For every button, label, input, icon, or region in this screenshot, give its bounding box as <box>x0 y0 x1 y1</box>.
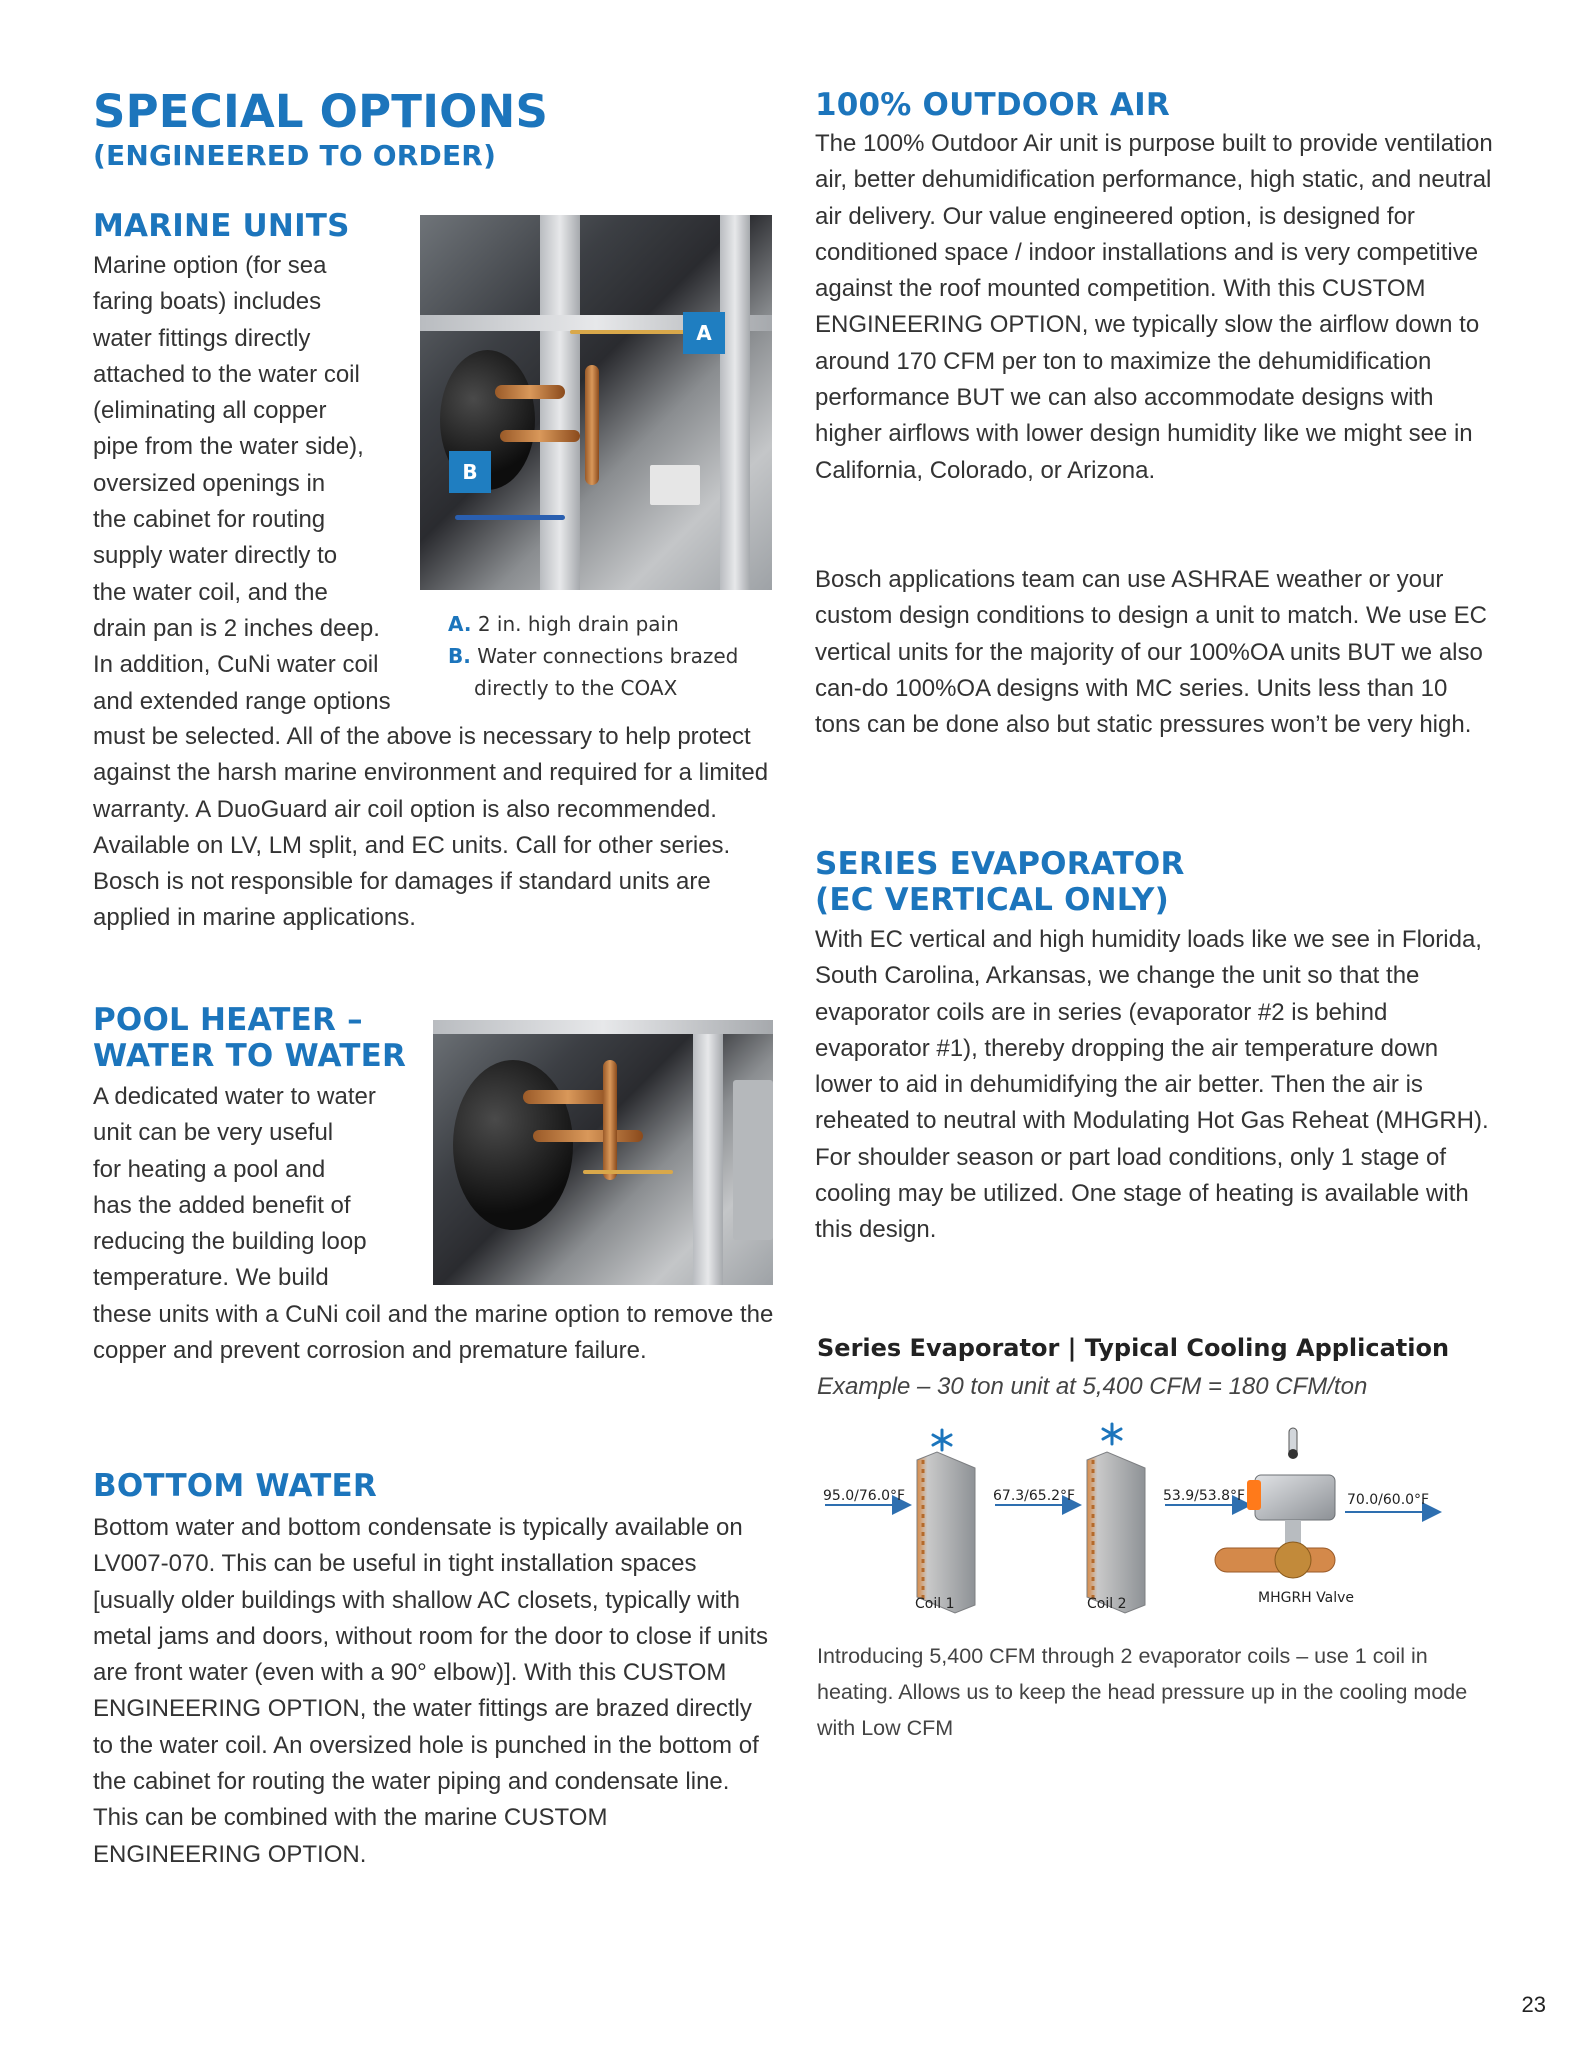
temp-inlet: 95.0/76.0°F <box>823 1488 906 1504</box>
marine-body-text: must be selected. All of the above is necessary to help protect against the harsh marine environment and required for a limited warranty. A DuoGuard air coil option is also recommended. Available on LV, LM split, and EC units. Call for other series. Bosch is not responsible for damages if standard units are applied in marine applications. <box>93 723 769 932</box>
series-heading-line2: (EC VERTICAL ONLY) <box>815 882 1169 918</box>
diagram-title: Series Evaporator | Typical Cooling Application <box>817 1334 1450 1362</box>
text-line: supply water directly to <box>93 542 338 570</box>
text-line: unit can be very useful <box>93 1119 334 1147</box>
text-line: pipe from the water side), <box>93 433 364 461</box>
pool-heading-line2: WATER TO WATER <box>93 1038 407 1074</box>
marine-wrap-text <box>93 248 423 720</box>
coil-2-label: Coil 2 <box>1087 1596 1127 1612</box>
page-subtitle: (ENGINEERED TO ORDER) <box>93 139 497 172</box>
coil-1-label: Coil 1 <box>915 1596 955 1612</box>
photo-caption <box>448 608 778 704</box>
text-line: temperature. We build <box>93 1264 329 1292</box>
text-line: (eliminating all copper <box>93 397 327 425</box>
text-line: the water coil, and the <box>93 578 328 606</box>
diagram-subtitle: Example – 30 ton unit at 5,400 CFM = 180 CFM/ton <box>817 1373 1368 1400</box>
text-line: A dedicated water to water <box>93 1083 376 1110</box>
text-line: faring boats) includes <box>93 288 322 316</box>
diagram-svg <box>815 1420 1495 1620</box>
series-text: With EC vertical and high humidity loads like we see in Florida, South Carolina, Arkansas, we change the unit so that the evaporator coils are in series (evaporator #2 is behind evaporator #1), thereby dropping the air temperature down lower to aid in dehumidifying the air better. Then the air is reheated to neutral with Modulating Hot Gas Reheat (MHGRH). For shoulder season or part load conditions, only 1 stage of cooling may be utilized. One stage of heating is available with this design. <box>815 926 1489 1244</box>
temp-after-coil-2: 53.9/53.8°F <box>1163 1488 1246 1504</box>
page-number: 23 <box>1521 1992 1546 2017</box>
valve-label: MHGRH Valve <box>1258 1590 1355 1606</box>
caption-b-cont: directly to the COAX <box>474 676 678 700</box>
caption-letter-a: A. <box>448 612 472 636</box>
coil-2-shape <box>1087 1452 1145 1613</box>
text-line: In addition, CuNi water coil <box>93 651 379 679</box>
bottom-water-text: Bottom water and bottom condensate is typically available on LV007-070. This can be useful in tight installation spaces [usually older buildings with shallow AC closets, typically with metal jams and doors, without room for the door to close if units are front water (even with a 90° elbow)]. With this CUSTOM ENGINEERING OPTION, the water fittings are brazed directly to the water coil. An oversized hole is punched in the bottom of the cabinet for routing the water piping and condensate line. This can be combined with the marine CUSTOM ENGINEERING OPTION. <box>93 1514 768 1868</box>
caption-b: Water connections brazed <box>477 644 739 668</box>
text-line: attached to the water coil <box>93 360 360 388</box>
snowflake-icon <box>1103 1424 1121 1444</box>
pool-body-text: these units with a CuNi coil and the marine option to remove the copper and prevent corrosion and premature failure. <box>93 1301 774 1365</box>
marine-unit-photo <box>420 215 772 590</box>
text-line: reducing the building loop <box>93 1228 367 1256</box>
diagram-note: Introducing 5,400 CFM through 2 evaporator coils – use 1 coil in heating. Allows us to keep the head pressure up in the cooling mode with Low CFM <box>817 1644 1468 1740</box>
pool-heading-line1: POOL HEATER – <box>93 1002 363 1038</box>
bottom-water-heading: BOTTOM WATER <box>93 1468 377 1504</box>
series-evaporator-diagram <box>815 1420 1495 1620</box>
text-line: the cabinet for routing <box>93 506 326 534</box>
photo-label-b: B <box>449 451 491 493</box>
text-line: for heating a pool and <box>93 1155 326 1183</box>
series-heading-line1: SERIES EVAPORATOR <box>815 846 1185 882</box>
text-line: oversized openings in <box>93 469 326 497</box>
text-line: water fittings directly <box>93 324 311 352</box>
outdoor-air-text-2: Bosch applications team can use ASHRAE weather or your custom design conditions to design a unit to match. We use EC vertical units for the majority of our 100%OA units BUT we also can-do 100%OA designs with MC series. Units less than 10 tons can be done also but static pressures won’t be very high. <box>815 566 1487 739</box>
marine-heading: MARINE UNITS <box>93 208 350 244</box>
temp-after-coil-1: 67.3/65.2°F <box>993 1488 1076 1504</box>
text-line: drain pan is 2 inches deep. <box>93 614 380 642</box>
text-line: and extended range options <box>93 687 391 715</box>
page-title: SPECIAL OPTIONS <box>93 85 549 138</box>
temp-supply: 70.0/60.0°F <box>1347 1492 1430 1508</box>
photo-label-a: A <box>683 312 725 354</box>
coil-1-shape <box>917 1452 975 1613</box>
text-line: has the added benefit of <box>93 1191 351 1219</box>
caption-a: 2 in. high drain pain <box>477 612 679 636</box>
caption-letter-b: B. <box>448 644 471 668</box>
outdoor-air-heading: 100% OUTDOOR AIR <box>815 87 1170 123</box>
snowflake-icon <box>933 1430 951 1450</box>
text-line: Marine option (for sea <box>93 252 327 279</box>
outdoor-air-text-1: The 100% Outdoor Air unit is purpose built to provide ventilation air, better dehumidification performance, high static, and neutral air delivery. Our value engineered option, is designed for conditioned space / indoor installations and is very competitive against the roof mounted competition. With this CUSTOM ENGINEERING OPTION, we typically slow the airflow down to around 170 CFM per ton to maximize the dehumidification performance BUT we can also accommodate designs with higher airflows with lower design humidity like we might see in California, Colorado, or Arizona. <box>815 130 1493 484</box>
pool-heater-photo <box>433 1020 773 1285</box>
pool-wrap-text <box>93 1079 423 1297</box>
